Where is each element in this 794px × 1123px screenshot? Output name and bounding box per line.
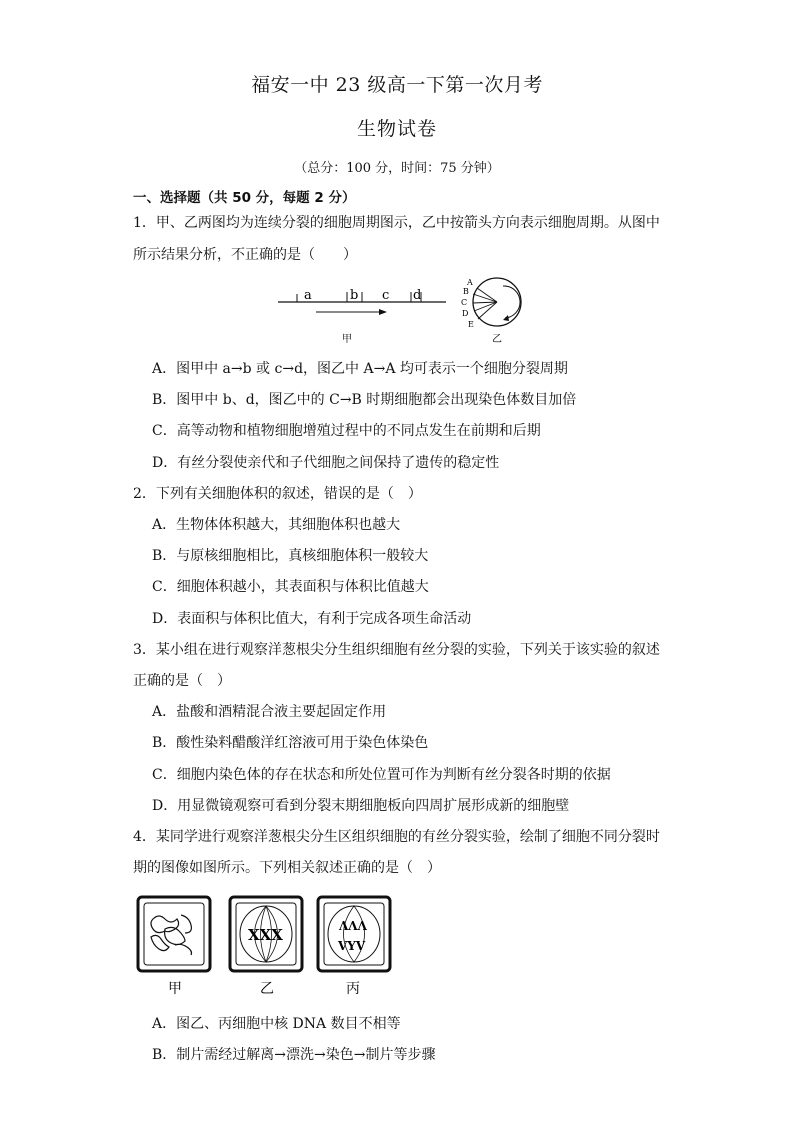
question-2-option-b: B．与原核细胞相比，真核细胞体积一般较大 <box>152 548 429 564</box>
cell-jia <box>138 897 210 997</box>
question-2-option-c: C．细胞体积越小，其表面积与体积比值越大 <box>152 579 429 595</box>
exam-subject: 生物试卷 <box>356 118 437 140</box>
svg-text:XXX: XXX <box>248 926 283 944</box>
figure-caption-jia: 甲 <box>342 334 352 345</box>
question-3-stem-line-2: 正确的是（ ） <box>133 673 231 689</box>
question-4-stem-line-1: 4．某同学进行观察洋葱根尖分生区组织细胞的有丝分裂实验，绘制了细胞不同分裂时 <box>133 829 660 845</box>
cell-yi <box>230 897 302 997</box>
point-label-e: E <box>468 320 474 329</box>
question-2-stem: 2．下列有关细胞体积的叙述，错误的是（ ） <box>133 486 422 502</box>
svg-text:VYV: VYV <box>338 939 366 953</box>
question-1-stem-line-2: 所示结果分析，不正确的是（ ） <box>133 247 357 263</box>
exam-title: 福安一中 23 级高一下第一次月考 <box>251 74 543 96</box>
figure-caption-yi: 乙 <box>492 334 502 345</box>
point-label-d: D <box>462 309 469 318</box>
question-4-option-b: B．制片需经过解离→漂洗→染色→制片等步骤 <box>152 1047 436 1063</box>
question-3-option-b: B．酸性染料醋酸洋红溶液可用于染色体染色 <box>152 735 429 751</box>
question-2-option-d: D．表面积与体积比值大，有利于完成各项生命活动 <box>152 611 472 627</box>
question-3-option-c: C．细胞内染色体的存在状态和所处位置可作为判断有丝分裂各时期的依据 <box>152 767 611 783</box>
question-1-option-c: C．高等动物和植物细胞增殖过程中的不同点发生在前期和后期 <box>152 423 541 439</box>
cell-cycle-circle-diagram <box>455 272 545 347</box>
cell-caption-yi: 乙 <box>260 981 274 997</box>
question-4-stem-line-2: 期的图像如图所示。下列相关叙述正确的是（ ） <box>133 860 441 876</box>
question-4-option-a: A．图乙、丙细胞中核 DNA 数目不相等 <box>152 1016 401 1032</box>
question-1-option-d: D．有丝分裂使亲代和子代细胞之间保持了遗传的稳定性 <box>152 455 500 471</box>
segment-label-c: c <box>382 288 390 303</box>
cell-caption-bing: 丙 <box>346 981 360 997</box>
question-1-option-a: A．图甲中 a→b 或 c→d，图乙中 A→A 均可表示一个细胞分裂周期 <box>152 361 568 377</box>
question-1-option-b: B．图甲中 b、d，图乙中的 C→B 时期细胞都会出现染色体数目加倍 <box>152 392 577 408</box>
question-3-stem-line-1: 3．某小组在进行观察洋葱根尖分生组织细胞有丝分裂的实验，下列关于该实验的叙述 <box>133 642 660 658</box>
svg-text:ΛΛΛ: ΛΛΛ <box>339 919 367 933</box>
question-1-stem-line-1: 1．甲、乙两图均为连续分裂的细胞周期图示，乙中按箭头方向表示细胞周期。从图中 <box>133 215 660 231</box>
point-label-a: A <box>467 278 473 287</box>
cell-division-figure <box>135 893 405 998</box>
cycle-arrow-icon <box>503 315 509 321</box>
segment-label-b: b <box>350 288 359 303</box>
section-heading: 一、选择题（共 50 分，每题 2 分） <box>133 190 356 206</box>
segment-label-a: a <box>304 288 312 303</box>
point-label-b: B <box>463 287 469 296</box>
question-3-option-a: A．盐酸和酒精混合液主要起固定作用 <box>152 704 387 720</box>
point-label-c: C <box>461 298 468 307</box>
cell-caption-jia: 甲 <box>168 981 182 997</box>
question-3-option-d: D．用显微镜观察可看到分裂末期细胞板向四周扩展形成新的细胞壁 <box>152 798 570 814</box>
arrow-head-icon <box>379 309 387 315</box>
cell-bing <box>318 897 390 997</box>
exam-meta: （总分：100 分，时间：75 分钟） <box>294 161 500 176</box>
cell-cycle-line-diagram <box>270 280 450 350</box>
question-2-option-a: A．生物体体积越大，其细胞体积也越大 <box>152 517 401 533</box>
segment-label-d: d <box>413 288 422 303</box>
